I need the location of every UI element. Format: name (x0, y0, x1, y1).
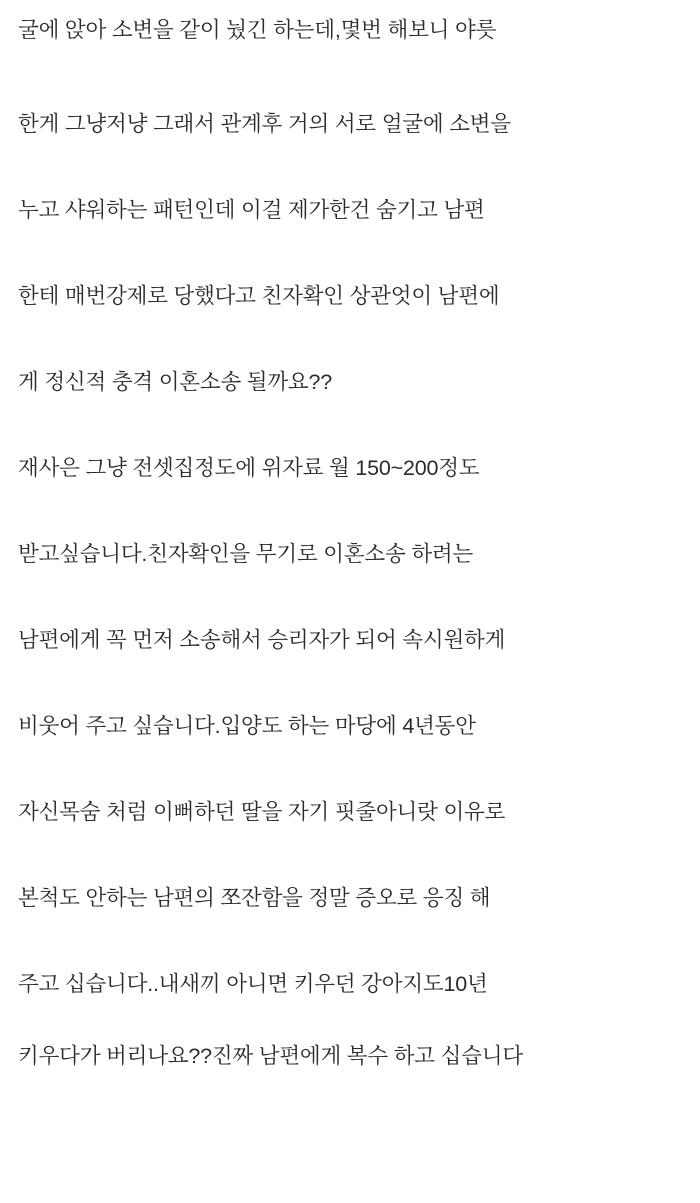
text-line: 남편에게 꼭 먼저 소송해서 승리자가 되어 속시원하게 (18, 628, 506, 653)
text-line: 키우다가 버리나요??진짜 남편에게 복수 하고 십습니다 (18, 1044, 523, 1068)
text-line: 굴에 앉아 소변을 같이 눴긴 하는데,몇번 해보니 야릇 (18, 18, 497, 42)
text-line: 한테 매번강제로 당했다고 친자확인 상관엇이 남편에 (18, 284, 500, 309)
text-line: 자신목숨 처럼 이뻐하던 딸을 자기 핏줄아니랏 이유로 (18, 800, 506, 825)
text-line: 본척도 안하는 남편의 쪼잔함을 정말 증오로 응징 해 (18, 886, 491, 911)
text-line: 받고싶습니다.친자확인을 무기로 이혼소송 하려는 (18, 542, 474, 567)
text-line: 누고 샤워하는 패턴인데 이걸 제가한건 숨기고 남편 (18, 198, 485, 223)
text-line: 게 정신적 충격 이혼소송 될까요?? (18, 370, 333, 395)
text-line: 주고 십습니다..내새끼 아니면 키우던 강아지도10년 (18, 972, 488, 997)
text-line: 한게 그냥저냥 그래서 관계후 거의 서로 얼굴에 소변을 (18, 112, 511, 137)
text-line: 재사은 그냥 전셋집정도에 위자료 월 150~200정도 (18, 456, 480, 481)
text-line: 비웃어 주고 싶습니다.입양도 하는 마당에 4년동안 (18, 714, 476, 739)
document-text-body (18, 10, 682, 1116)
